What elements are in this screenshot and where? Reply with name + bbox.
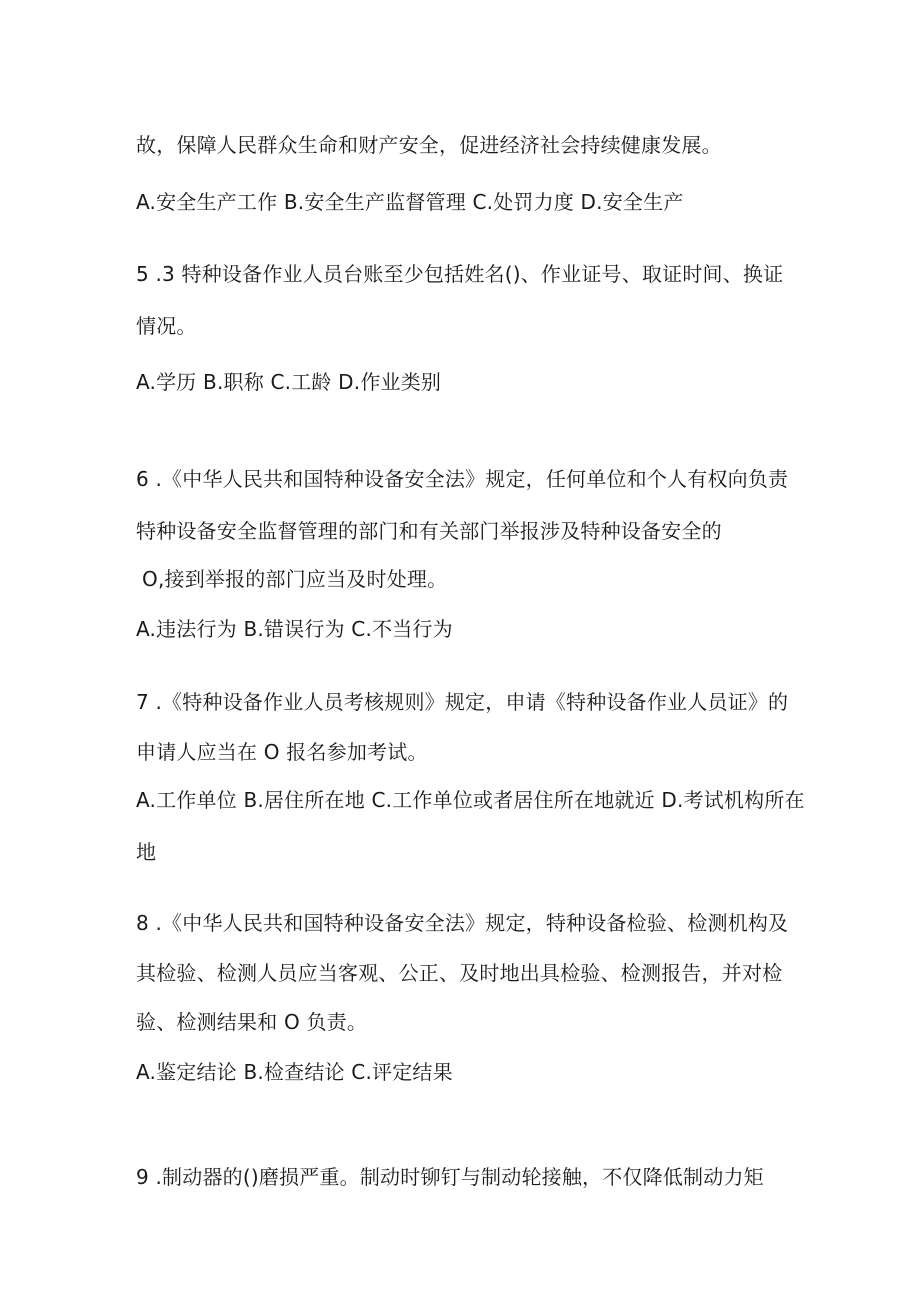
answer-options-q6: A.违法行为 B.错误行为 C.不当行为: [136, 617, 453, 641]
answer-options-q5: A.学历 B.职称 C.工龄 D.作业类别: [136, 370, 442, 394]
question-8-line-3: 验、检测结果和 O 负责。: [136, 1010, 368, 1034]
question-8-line-2: 其检验、检测人员应当客观、公正、及时地出具检验、检测报告，并对检: [136, 961, 783, 985]
question-6-line-1: 6 .《中华人民共和国特种设备安全法》规定，任何单位和个人有权向负责: [136, 467, 789, 491]
question-5-line-2: 情况。: [136, 314, 197, 338]
question-6-line-3: O,接到举报的部门应当及时处理。: [142, 567, 448, 591]
question-8-line-1: 8 .《中华人民共和国特种设备安全法》规定，特种设备检验、检测机构及: [136, 911, 789, 935]
text-line-continuation: 故，保障人民群众生命和财产安全，促进经济社会持续健康发展。: [136, 133, 722, 157]
answer-options-q7: A.工作单位 B.居住所在地 C.工作单位或者居住所在地就近 D.考试机构所在: [136, 788, 805, 812]
answer-options-q7-continued: 地: [136, 840, 157, 864]
question-7-line-1: 7 .《特种设备作业人员考核规则》规定，申请《特种设备作业人员证》的: [136, 690, 789, 714]
question-6-line-2: 特种设备安全监督管理的部门和有关部门举报涉及特种设备安全的: [136, 519, 722, 543]
question-5-line-1: 5 .3 特种设备作业人员台账至少包括姓名()、作业证号、取证时间、换证: [136, 262, 784, 286]
answer-options-q4: A.安全生产工作 B.安全生产监督管理 C.处罚力度 D.安全生产: [136, 190, 684, 214]
answer-options-q8: A.鉴定结论 B.检查结论 C.评定结果: [136, 1060, 453, 1084]
question-7-line-2: 申请人应当在 O 报名参加考试。: [136, 740, 428, 764]
question-9-line-1: 9 .制动器的()磨损严重。制动时铆钉与制动轮接触，不仅降低制动力矩: [136, 1165, 764, 1189]
